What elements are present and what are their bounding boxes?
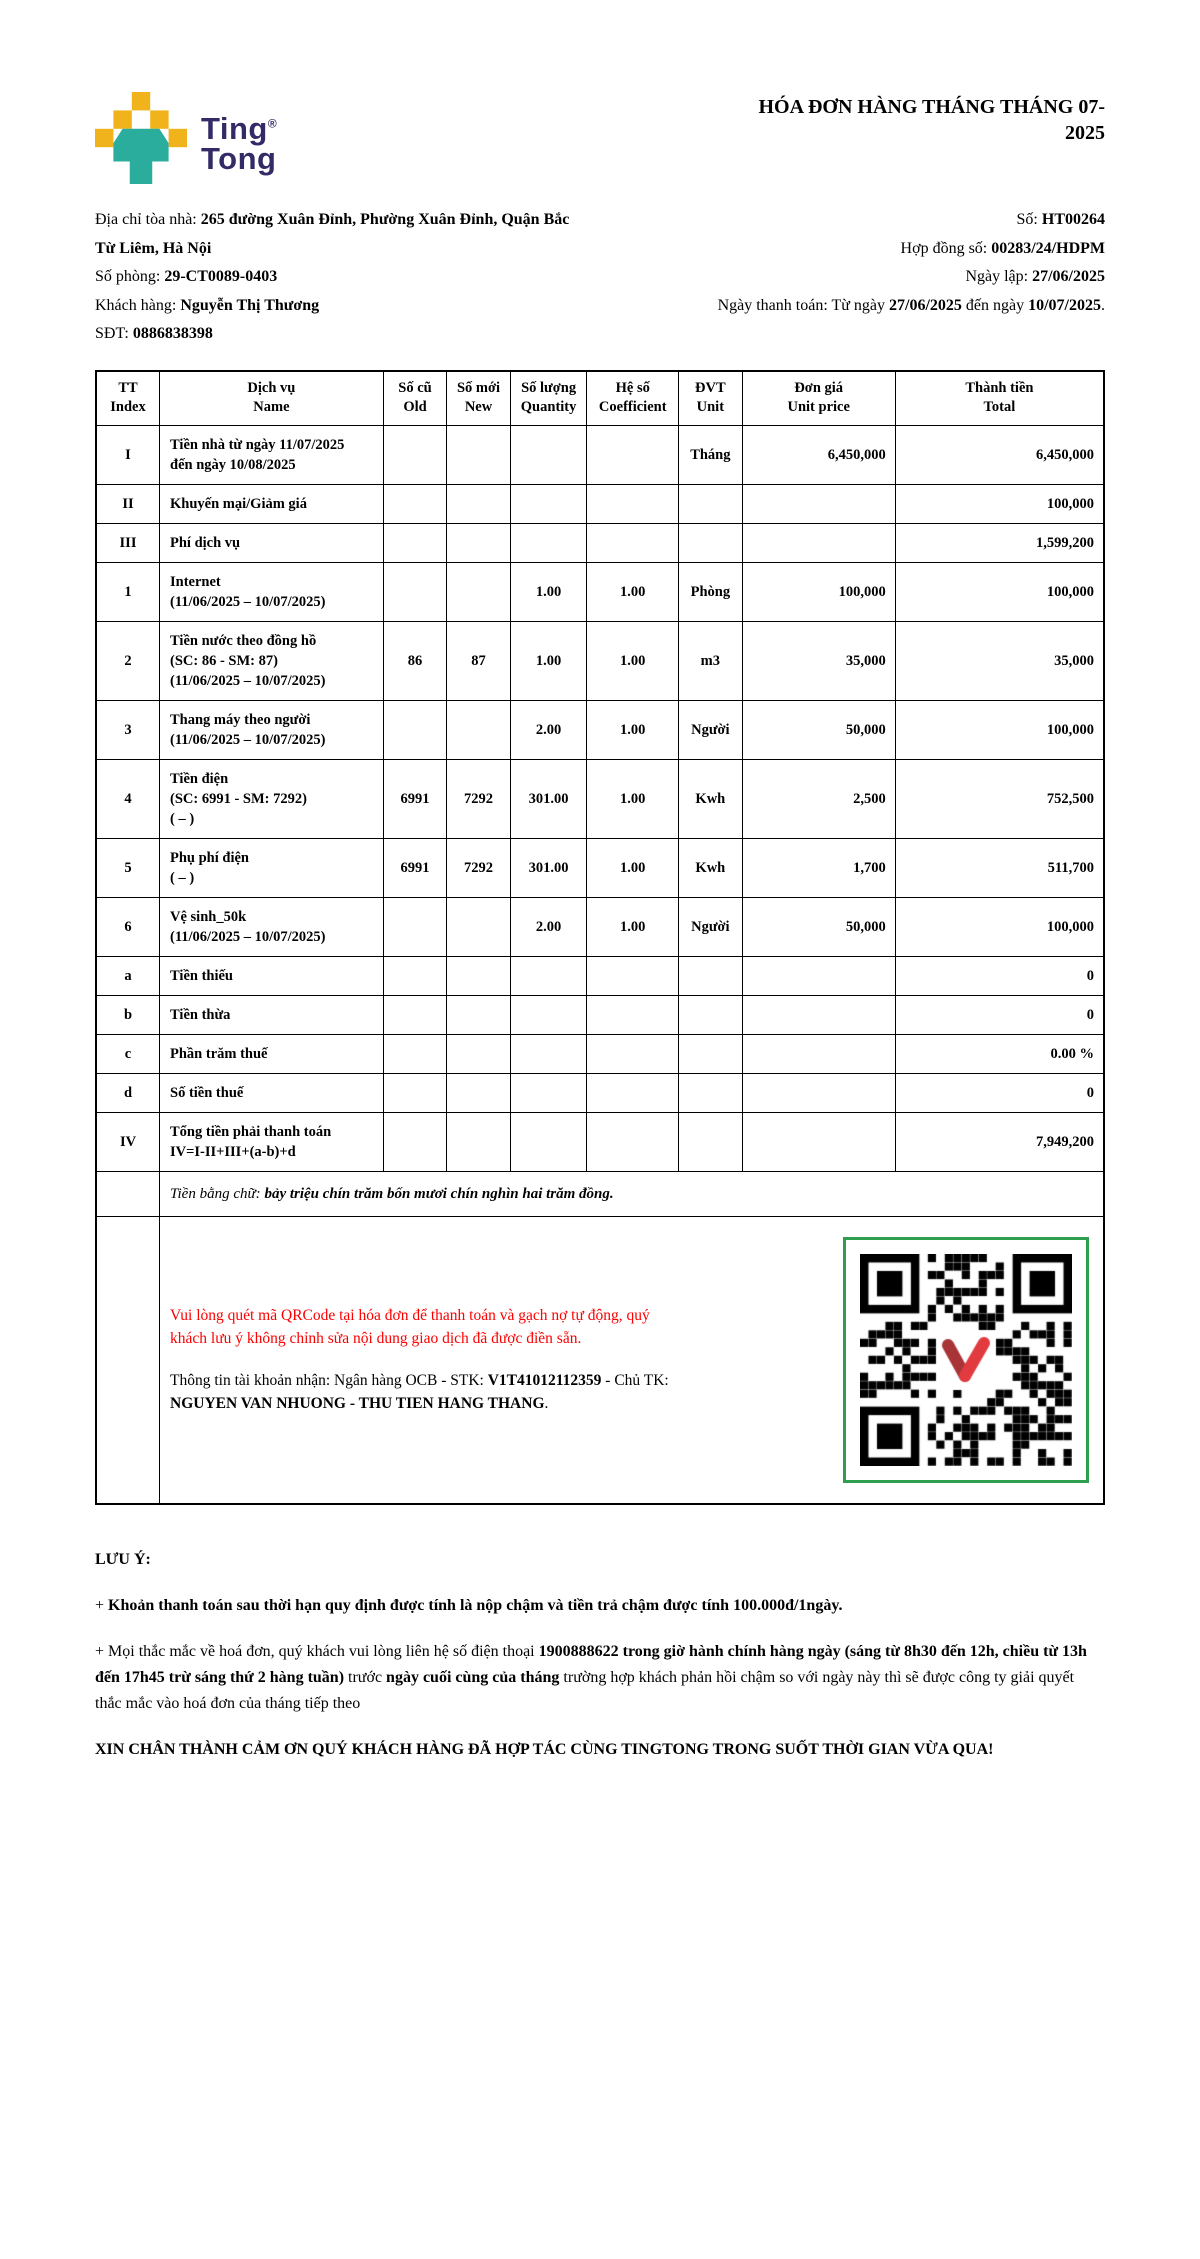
cell-new: 7292 [447,838,511,897]
cell-coefficient [587,956,679,995]
cell-name [160,759,384,838]
tingtong-logo [95,92,277,184]
cell-new [447,523,511,562]
column-header-en: Name [253,399,290,416]
name-line: Tiền nước theo đồng hồ [170,632,317,649]
name-line: (SC: 86 - SM: 87) [170,652,278,669]
cell-name [160,956,384,995]
cell-new [447,1073,511,1112]
cell-unit-price [742,1073,895,1112]
cell-index-empty [96,1171,160,1217]
cell-unit: Kwh [679,838,743,897]
cell-unit-price [742,523,895,562]
cell-quantity [510,425,587,484]
cell-coefficient: 1.00 [587,562,679,621]
info-line [580,206,1105,235]
text-segment: . [544,1394,549,1412]
invoice-title-line1: HÓA ĐƠN HÀNG THÁNG THÁNG 07- [758,96,1105,118]
cell-quantity [510,1073,587,1112]
cell-quantity [510,995,587,1034]
column-header-vi: Hệ số [615,379,650,396]
cell-total: 511,700 [895,838,1104,897]
qr-instructions [170,1305,685,1415]
info-line [580,235,1105,264]
info-value: 0886838398 [132,325,213,342]
name-line: (11/06/2025 – 10/07/2025) [170,593,326,610]
name-line: (11/06/2025 – 10/07/2025) [170,672,326,689]
cell-total: 0 [895,995,1104,1034]
cell-total: 100,000 [895,562,1104,621]
column-header-en: Coefficient [598,399,667,416]
cell-old [383,1073,447,1112]
cell-old [383,897,447,956]
text-segment: 1900888622 trong giờ hành chính hàng ngày (sáng từ 8h30 đến 12h, chiều từ 13h đến 17h45 trừ sáng thứ 2 hàng tuần) [95,1643,1087,1687]
cell-name [160,523,384,562]
cell-unit-price [742,956,895,995]
header-row [96,371,1104,426]
column-header-en: Unit price [787,399,850,416]
cell-unit: Người [679,897,743,956]
cell-coefficient [587,425,679,484]
invoice-meta-info [580,206,1105,349]
cell-new [447,1034,511,1073]
cell-quantity: 1.00 [510,562,587,621]
text-segment: + Mọi thắc mắc về hoá đơn, quý khách vui lòng liên hệ số điện thoại [95,1643,539,1661]
cell-total: 0.00 % [895,1034,1104,1073]
cell-unit-price: 35,000 [742,621,895,700]
text-segment: - Chủ TK: [601,1372,669,1390]
column-header [679,371,743,426]
name-line: ( – ) [170,810,195,827]
text-segment: . [1101,296,1105,314]
cell-old: 86 [383,621,447,700]
cell-new: 87 [447,621,511,700]
info-line [95,206,580,263]
cell-coefficient: 1.00 [587,759,679,838]
cell-new [447,700,511,759]
cell-new [447,425,511,484]
building-customer-info [95,206,580,349]
cell-index: b [96,995,160,1034]
table-row [96,838,1104,897]
name-line: (11/06/2025 – 10/07/2025) [170,731,326,748]
cell-new [447,956,511,995]
qr-code [860,1254,1072,1466]
cell-total: 7,949,200 [895,1112,1104,1171]
cell-old [383,956,447,995]
cell-coefficient [587,1112,679,1171]
info-label: Khách hàng: [95,296,181,314]
name-line: Phụ phí điện [170,849,249,866]
cell-index: I [96,425,160,484]
column-header-en: Unit [696,399,725,416]
text-segment: 27/06/2025 [889,296,962,314]
column-header-vi: ĐVT [695,379,726,396]
cell-name [160,1034,384,1073]
cell-quantity [510,484,587,523]
info-value: 27/06/2025 [1032,268,1105,285]
cell-index: 6 [96,897,160,956]
cell-coefficient [587,1034,679,1073]
cell-new [447,562,511,621]
name-line: (SC: 6991 - SM: 7292) [170,790,307,807]
cell-unit-price: 50,000 [742,700,895,759]
logo-line1: Ting [201,111,268,146]
qr-notice-text: Vui lòng quét mã QRCode tại hóa đơn để thanh toán và gạch nợ tự động, quý khách lưu ý không chỉnh sửa nội dung giao dịch đã được điền sẵn. [170,1307,650,1347]
column-header-vi: Số lượng [521,379,577,396]
cell-unit: Kwh [679,759,743,838]
cell-unit: Phòng [679,562,743,621]
late-payment-note [95,1593,1090,1619]
column-header-vi: Số cũ [398,379,432,396]
name-line: Tổng tiền phải thanh toán [170,1123,332,1140]
column-header [510,371,587,426]
cell-unit-price [742,1034,895,1073]
cell-unit: m3 [679,621,743,700]
table-row [96,700,1104,759]
column-header [742,371,895,426]
name-line: đến ngày 10/08/2025 [170,456,296,473]
table-row [96,621,1104,700]
name-line: (11/06/2025 – 10/07/2025) [170,928,326,945]
cell-quantity [510,956,587,995]
cell-unit [679,1073,743,1112]
info-line [580,263,1105,292]
cell-name [160,700,384,759]
column-header-en: New [464,399,493,416]
invoice-table-body [96,425,1104,1504]
text-segment: trường hợp khách phản hồi chậm so với ngày này thì sẽ được công ty giải quyết thắc mắc vào hoá đơn của tháng tiếp theo [95,1669,1075,1713]
cell-total: 100,000 [895,700,1104,759]
cell-unit [679,995,743,1034]
cell-old [383,1034,447,1073]
cell-new: 7292 [447,759,511,838]
logo-line2: Tong [201,141,277,177]
invoice-footer [95,1547,1090,1763]
text-segment: 10/07/2025 [1028,296,1101,314]
cell-unit-price: 100,000 [742,562,895,621]
cell-index: c [96,1034,160,1073]
name-line: ( – ) [170,869,195,886]
text-segment: trước [344,1669,387,1687]
cell-unit-price [742,995,895,1034]
text-segment: NGUYEN VAN NHUONG - THU TIEN HANG THANG [170,1394,545,1412]
cell-index: II [96,484,160,523]
info-label: SĐT: [95,325,133,342]
name-line: Phần trăm thuế [170,1045,268,1062]
table-row [96,425,1104,484]
invoice-title [758,94,1105,146]
cell-name [160,897,384,956]
cell-old [383,562,447,621]
cell-total: 752,500 [895,759,1104,838]
name-line: IV=I-II+III+(a-b)+d [170,1143,296,1160]
cell-old [383,425,447,484]
column-header [587,371,679,426]
notes-heading: LƯU Ý: [95,1551,151,1569]
name-line: Tiền thiếu [170,967,233,984]
column-header-vi: Đơn giá [794,379,844,396]
cell-total: 1,599,200 [895,523,1104,562]
cell-new [447,484,511,523]
info-value: 00283/24/HDPM [991,239,1105,257]
invoice-table [95,370,1105,1506]
qr-code-frame [843,1237,1089,1483]
cell-total: 100,000 [895,897,1104,956]
column-header-en: Index [110,399,146,416]
cell-old: 6991 [383,838,447,897]
cell-old [383,700,447,759]
info-label: Địa chỉ tòa nhà: [95,211,201,228]
table-row [96,897,1104,956]
table-row [96,759,1104,838]
qr-section [160,1217,1103,1503]
amount-in-words-label: Tiền bằng chữ: [170,1185,265,1202]
name-line: Thang máy theo người [170,711,311,728]
cell-quantity: 2.00 [510,700,587,759]
cell-index: 1 [96,562,160,621]
tingtong-logo-icon [95,92,187,184]
cell-name [160,562,384,621]
hotline-note [95,1639,1090,1717]
text-segment: Khoản thanh toán sau thời hạn quy định được tính là nộp chậm và tiền trả chậm được tính 100.000đ/1ngày. [108,1597,843,1615]
cell-old [383,484,447,523]
info-label: Hợp đồng số: [900,239,992,257]
cell-coefficient: 1.00 [587,897,679,956]
cell-coefficient [587,523,679,562]
cell-old: 6991 [383,759,447,838]
cell-unit [679,523,743,562]
table-row [96,523,1104,562]
text-segment: ngày cuối cùng của tháng [386,1669,560,1687]
cell-unit-price [742,484,895,523]
cell-new [447,897,511,956]
table-row [96,995,1104,1034]
name-line: Vệ sinh_50k [170,908,247,925]
cell-quantity: 1.00 [510,621,587,700]
invoice-title-line2: 2025 [1065,122,1105,144]
table-row [96,956,1104,995]
cell-name [160,484,384,523]
amount-in-words-cell [160,1171,1105,1217]
column-header [383,371,447,426]
invoice-info [95,206,1105,349]
cell-name [160,838,384,897]
cell-unit: Người [679,700,743,759]
cell-unit [679,1034,743,1073]
column-header [447,371,511,426]
cell-index: 3 [96,700,160,759]
cell-unit [679,484,743,523]
cell-index: 4 [96,759,160,838]
amount-in-words-value: bảy triệu chín trăm bốn mươi chín nghìn hai trăm đồng. [264,1185,614,1202]
text-segment: + [95,1597,109,1615]
column-header-vi: Thành tiền [965,379,1034,396]
name-line: Số tiền thuế [170,1084,244,1101]
table-row [96,484,1104,523]
cell-unit-price [742,1112,895,1171]
cell-old [383,523,447,562]
column-header-en: Total [983,399,1016,416]
column-header-vi: Số mới [456,379,501,396]
column-header-en: Quantity [520,399,577,416]
cell-index: 5 [96,838,160,897]
text-segment: Ngày thanh toán: Từ ngày [717,296,890,314]
registered-mark: ® [267,116,278,131]
cell-total: 0 [895,956,1104,995]
qr-row [96,1217,1104,1505]
cell-unit-price: 6,450,000 [742,425,895,484]
info-line [580,292,1105,321]
name-line: Tiền điện [170,770,229,787]
cell-unit-price: 2,500 [742,759,895,838]
cell-unit: Tháng [679,425,743,484]
table-row [96,562,1104,621]
name-line: Phí dịch vụ [170,534,241,551]
cell-coefficient: 1.00 [587,838,679,897]
cell-total: 6,450,000 [895,425,1104,484]
cell-coefficient: 1.00 [587,621,679,700]
cell-total: 35,000 [895,621,1104,700]
table-row [96,1073,1104,1112]
text-segment: Thông tin tài khoản nhận: Ngân hàng OCB - STK: [170,1372,488,1390]
cell-old [383,995,447,1034]
info-line [95,320,580,349]
invoice-header [95,92,1105,184]
cell-unit-price: 1,700 [742,838,895,897]
text-segment: đến ngày [961,296,1029,314]
name-line: Tiền nhà từ ngày 11/07/2025 [170,436,345,453]
info-label: Số phòng: [95,268,165,285]
column-header [895,371,1104,426]
info-line [95,263,580,292]
column-header-vi: TT [118,379,138,396]
cell-index: III [96,523,160,562]
info-value: Nguyễn Thị Thương [180,296,320,314]
cell-new [447,995,511,1034]
cell-name [160,1112,384,1171]
invoice-table-head [96,371,1104,426]
name-line: Tiền thừa [170,1006,231,1023]
cell-total: 0 [895,1073,1104,1112]
cell-index: IV [96,1112,160,1171]
cell-unit-price: 50,000 [742,897,895,956]
cell-unit [679,1112,743,1171]
name-line: Khuyến mại/Giảm giá [170,495,307,512]
cell-name [160,1073,384,1112]
column-header [96,371,160,426]
table-row [96,1112,1104,1171]
text-segment: V1T41012112359 [487,1372,602,1390]
cell-quantity: 301.00 [510,838,587,897]
cell-quantity [510,1034,587,1073]
bank-account-text [170,1370,685,1415]
cell-unit [679,956,743,995]
cell-coefficient [587,1073,679,1112]
info-label: Số: [1016,211,1042,228]
cell-coefficient: 1.00 [587,700,679,759]
cell-quantity [510,523,587,562]
cell-total: 100,000 [895,484,1104,523]
name-line: Internet [170,573,221,590]
cell-quantity: 2.00 [510,897,587,956]
cell-new [447,1112,511,1171]
table-row [96,1034,1104,1073]
info-value: 265 đường Xuân Đỉnh, Phường Xuân Đỉnh, Quận Bắc Từ Liêm, Hà Nội [95,211,570,257]
column-header [160,371,384,426]
cell-quantity: 301.00 [510,759,587,838]
column-header-vi: Dịch vụ [247,379,296,396]
cell-index: a [96,956,160,995]
info-value: 29-CT0089-0403 [164,268,278,285]
cell-name [160,995,384,1034]
cell-name [160,425,384,484]
info-value: HT00264 [1041,211,1105,228]
cell-index-empty [96,1217,160,1505]
cell-coefficient [587,484,679,523]
amount-in-words-row [96,1171,1104,1217]
cell-index: d [96,1073,160,1112]
cell-quantity [510,1112,587,1171]
thanks-note: XIN CHÂN THÀNH CẢM ƠN QUÝ KHÁCH HÀNG ĐÃ HỢP TÁC CÙNG TINGTONG TRONG SUỐT THỜI GIAN VỪA QUA! [95,1741,994,1759]
info-label: Ngày lập: [965,268,1033,285]
cell-coefficient [587,995,679,1034]
info-line [95,292,580,321]
tingtong-wordmark [201,111,278,177]
qr-section-cell [160,1217,1105,1505]
column-header-en: Old [403,399,427,416]
cell-old [383,1112,447,1171]
cell-name [160,621,384,700]
cell-index: 2 [96,621,160,700]
